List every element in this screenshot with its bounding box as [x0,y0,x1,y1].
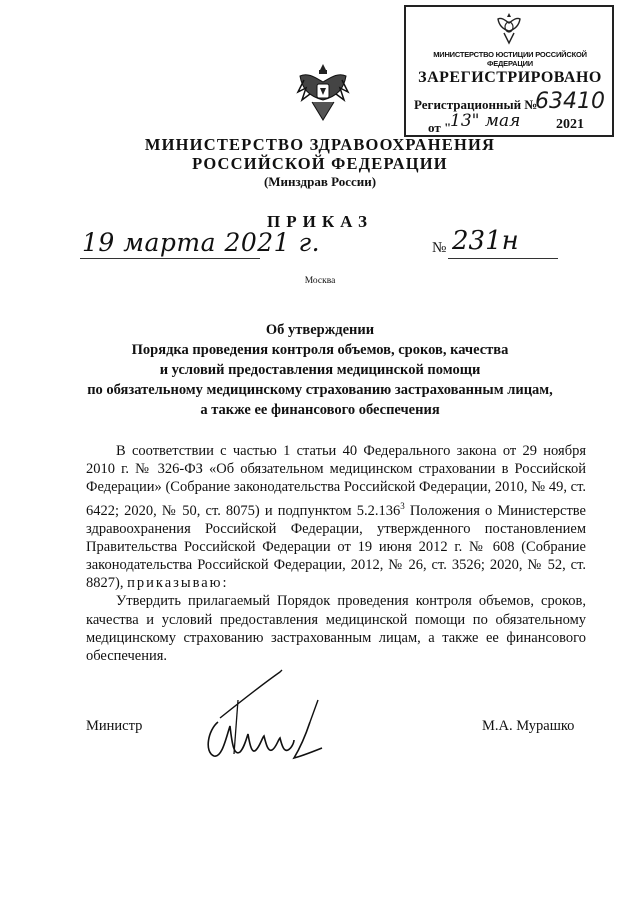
title-line: Об утверждении [265,322,375,338]
order-number-label: № [432,240,447,256]
handwritten-signature [190,660,340,770]
date-underline [80,258,260,259]
ministry-name-line1: МИНИСТЕРСТВО ЗДРАВООХРАНЕНИЯ [144,135,496,154]
ministry-abbreviation: (Минздрав России) [263,174,377,189]
order-city: Москва [304,276,336,286]
stamp-registered-label: ЗАРЕГИСТРИРОВАНО [418,69,602,86]
order-date-handwritten: 19 марта 2021 г. [82,228,321,257]
order-title [60,320,580,420]
footnote-superscript: 3 [400,500,405,511]
number-underline [448,258,558,259]
document-type-title: ПРИКАЗ [267,212,373,231]
order-verb: приказываю: [127,575,229,592]
registration-stamp [404,5,614,137]
order-body [86,442,586,665]
title-line: Порядка проведения контроля объемов, сроков, качества [131,342,509,358]
title-line: а также ее финансового обеспечения [200,402,440,418]
ministry-name-line2: РОССИЙСКОЙ ФЕДЕРАЦИИ [192,154,448,173]
signatory-position: Министр [86,718,143,734]
preamble-text: В соответствии с частью 1 статьи 40 Федерального закона от 29 ноября 2010 г. № 326-ФЗ «Об обязательном медицинском страховании в Российской Федерации» (Собрание законодательства Российской Федерации, 2010, № 49, ст. 6422; 2020, № 50, ст. 8075) и подпунктом 5.2.136 [86,443,586,519]
stamp-from-label: от " [428,120,452,135]
stamp-date-handwritten: 13" мая [450,111,521,131]
stamp-year: 2021 [556,117,584,132]
coat-of-arms-icon [494,11,524,45]
stamp-regno-label: Регистрационный № [414,97,538,112]
stamp-regno-handwritten: 63410 [535,89,605,114]
preamble-paragraph [86,442,586,592]
stamp-ministry-name: МИНИСТЕРСТВО ЮСТИЦИИ РОССИЙСКОЙ ФЕДЕРАЦИИ [433,50,587,68]
resolution-paragraph: Утвердить прилагаемый Порядок проведения контроля объемов, сроков, качества и условий предоставления медицинской помощи по обязательному медицинскому страхованию застрахованным лицам, а также ее финансового обеспечения. [86,593,586,665]
signatory-name: М.А. Мурашко [482,718,575,734]
order-number-handwritten: 231н [452,226,519,256]
coat-of-arms-icon [296,62,350,124]
title-line: по обязательному медицинскому страхованию застрахованным лицам, [87,382,553,398]
title-line: и условий предоставления медицинской помощи [159,362,481,378]
preamble-text-continued: Положения о Министерстве здравоохранения Российской Федерации, утвержденного постановлением Правительства Российской Федерации от 19 июня 2012 г. № 608 (Собрание законодательства Российской Федерации, 2012, № 26, ст. 3526; 2020, № 52, ст. 8827), [86,502,586,592]
